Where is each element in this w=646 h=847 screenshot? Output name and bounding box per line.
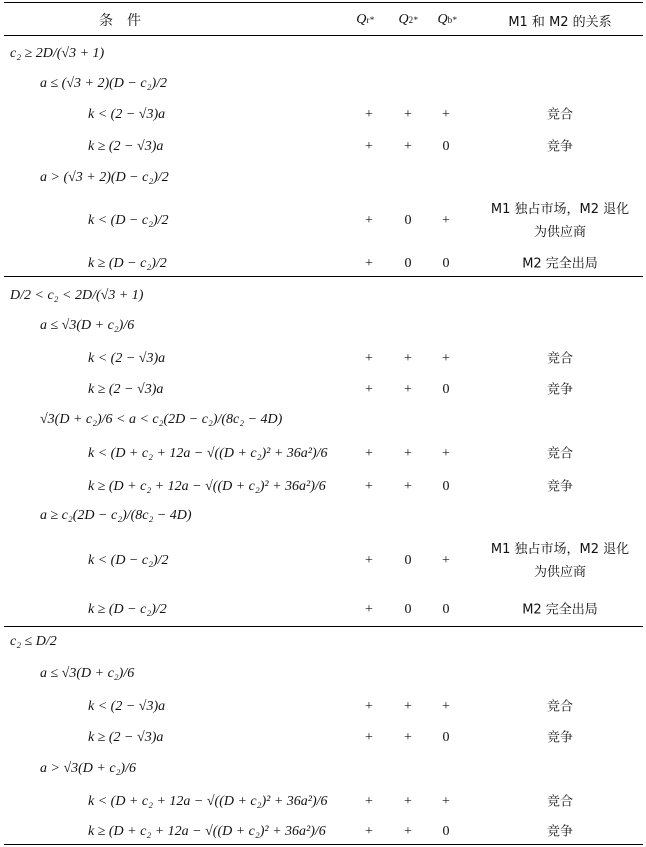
q2-sign-cell: + [404, 446, 412, 461]
q2-sign-cell: + [404, 351, 412, 366]
table-row [4, 194, 643, 248]
q2-sign-cell: 0 [404, 213, 412, 228]
condition-cell: a ≤ (√3 + 2)(D − c₂)/2 [40, 76, 167, 91]
q2-sign-cell: + [404, 699, 412, 714]
table-top-rule [4, 2, 643, 3]
table-row [4, 100, 643, 130]
qr-sign-cell: + [365, 107, 373, 122]
condition-cell: a ≤ √3(D + c₂)/6 [40, 666, 135, 681]
condition-cell: k < (D + c₂ + 12a − √((D + c₂)² + 36a²)/6 [88, 446, 328, 461]
qb-sign-cell: + [442, 794, 450, 809]
relation-cell: 竞争 [546, 479, 573, 495]
table-row [4, 471, 643, 503]
relation-cell: M2 完全出局 [522, 256, 598, 272]
table-row [4, 723, 643, 753]
section-rule-1 [4, 276, 643, 277]
relation-cell: 竞争 [546, 139, 573, 155]
qb-sign-cell: 0 [442, 824, 450, 839]
condition-cell: k ≥ (2 − √3)a [88, 730, 164, 745]
condition-cell: a ≤ √3(D + c₂)/6 [40, 318, 135, 333]
condition-cell: k ≥ (D − c₂)/2 [88, 256, 167, 271]
condition-cell: a ≥ c₂(2D − c₂)/(8c₂ − 4D) [40, 508, 192, 523]
condition-cell: k ≥ (D + c₂ + 12a − √((D + c₂)² + 36a²)/6 [88, 824, 326, 839]
q2-sign-cell: 0 [404, 256, 412, 271]
qb-sign-cell: + [442, 699, 450, 714]
header-q2: Q 2 * [398, 12, 418, 27]
table-row [4, 164, 643, 192]
table-row [4, 787, 643, 817]
q2-sign-cell: 0 [404, 602, 412, 617]
condition-cell: k ≥ (2 − √3)a [88, 139, 164, 154]
qb-sign-cell: 0 [442, 479, 450, 494]
relation-cell: 竞争 [546, 730, 573, 746]
qr-sign-cell: + [365, 139, 373, 154]
qr-sign-cell: + [365, 699, 373, 714]
conditions-table [4, 2, 643, 845]
table-row [4, 282, 643, 310]
qr-sign-cell: + [365, 446, 373, 461]
condition-cell: √3(D + c₂)/6 < a < c₂(2D − c₂)/(8c₂ − 4D) [40, 412, 283, 427]
header-condition: 条 件 [99, 13, 141, 29]
qr-sign-cell: + [365, 351, 373, 366]
relation-cell: 竞合 [546, 351, 573, 367]
relation-cell: 竞争 [546, 824, 573, 840]
relation-cell: M1 独占市场，M2 退化为供应商 [490, 542, 630, 580]
table-row [4, 132, 643, 162]
qb-sign-cell: 0 [442, 139, 450, 154]
condition-cell: a > √3(D + c₂)/6 [40, 761, 136, 776]
table-row [4, 502, 643, 530]
table-row [4, 818, 643, 846]
qb-sign-cell: 0 [442, 256, 450, 271]
qb-sign-cell: + [442, 107, 450, 122]
qb-sign-cell: 0 [442, 730, 450, 745]
table-row [4, 70, 643, 98]
q2-sign-cell: + [404, 730, 412, 745]
table-row [4, 755, 643, 783]
qr-sign-cell: + [365, 794, 373, 809]
q2-sign-cell: + [404, 824, 412, 839]
condition-cell: k < (D + c₂ + 12a − √((D + c₂)² + 36a²)/6 [88, 794, 328, 809]
table-row [4, 692, 643, 722]
qr-sign-cell: + [365, 256, 373, 271]
qr-sign-cell: + [365, 479, 373, 494]
relation-cell: 竞合 [546, 446, 573, 462]
qr-sign-cell: + [365, 730, 373, 745]
table-row [4, 406, 643, 434]
relation-cell: 竞合 [546, 794, 573, 810]
q2-sign-cell: 0 [404, 553, 412, 568]
condition-cell: k < (D − c₂)/2 [88, 553, 169, 568]
table-row [4, 534, 643, 588]
relation-cell: M2 完全出局 [522, 602, 598, 618]
q2-sign-cell: + [404, 139, 412, 154]
header-qr: Q r * [356, 12, 374, 27]
qb-sign-cell: + [442, 553, 450, 568]
q2-sign-cell: + [404, 382, 412, 397]
table-bottom-rule [4, 844, 643, 845]
table-row [4, 312, 643, 340]
qr-sign-cell: + [365, 382, 373, 397]
qb-sign-cell: + [442, 213, 450, 228]
relation-cell: 竞合 [546, 699, 573, 715]
table-row [4, 596, 643, 624]
table-row [4, 40, 643, 68]
condition-cell: k < (2 − √3)a [88, 351, 166, 366]
section-rule-2 [4, 626, 643, 627]
table-row [4, 628, 643, 656]
table-row [4, 250, 643, 278]
qr-sign-cell: + [365, 553, 373, 568]
qb-sign-cell: + [442, 446, 450, 461]
table-row [4, 375, 643, 405]
q2-sign-cell: + [404, 107, 412, 122]
qb-sign-cell: + [442, 351, 450, 366]
relation-cell: M1 独占市场，M2 退化为供应商 [490, 202, 630, 240]
qr-sign-cell: + [365, 602, 373, 617]
condition-cell: k ≥ (2 − √3)a [88, 382, 164, 397]
relation-cell: 竞争 [546, 382, 573, 398]
condition-cell: c₂ ≥ 2D/(√3 + 1) [10, 46, 105, 61]
qb-sign-cell: 0 [442, 602, 450, 617]
condition-cell: k < (2 − √3)a [88, 107, 166, 122]
table-row [4, 438, 643, 470]
relation-cell: 竞合 [546, 107, 573, 123]
header-bottom-rule [4, 35, 643, 36]
condition-cell: k < (2 − √3)a [88, 699, 166, 714]
header-qb: Q b * [437, 12, 457, 27]
condition-cell: k ≥ (D + c₂ + 12a − √((D + c₂)² + 36a²)/6 [88, 479, 326, 494]
qr-sign-cell: + [365, 213, 373, 228]
header-relation: M1 和 M2 的关系 [508, 14, 612, 30]
condition-cell: k < (D − c₂)/2 [88, 213, 169, 228]
condition-cell: k ≥ (D − c₂)/2 [88, 602, 167, 617]
qb-sign-cell: 0 [442, 382, 450, 397]
qr-sign-cell: + [365, 824, 373, 839]
condition-cell: c₂ ≤ D/2 [10, 634, 57, 649]
table-row [4, 660, 643, 688]
q2-sign-cell: + [404, 794, 412, 809]
condition-cell: a > (√3 + 2)(D − c₂)/2 [40, 170, 169, 185]
table-row [4, 344, 643, 374]
condition-cell: D/2 < c₂ < 2D/(√3 + 1) [10, 288, 144, 303]
q2-sign-cell: + [404, 479, 412, 494]
